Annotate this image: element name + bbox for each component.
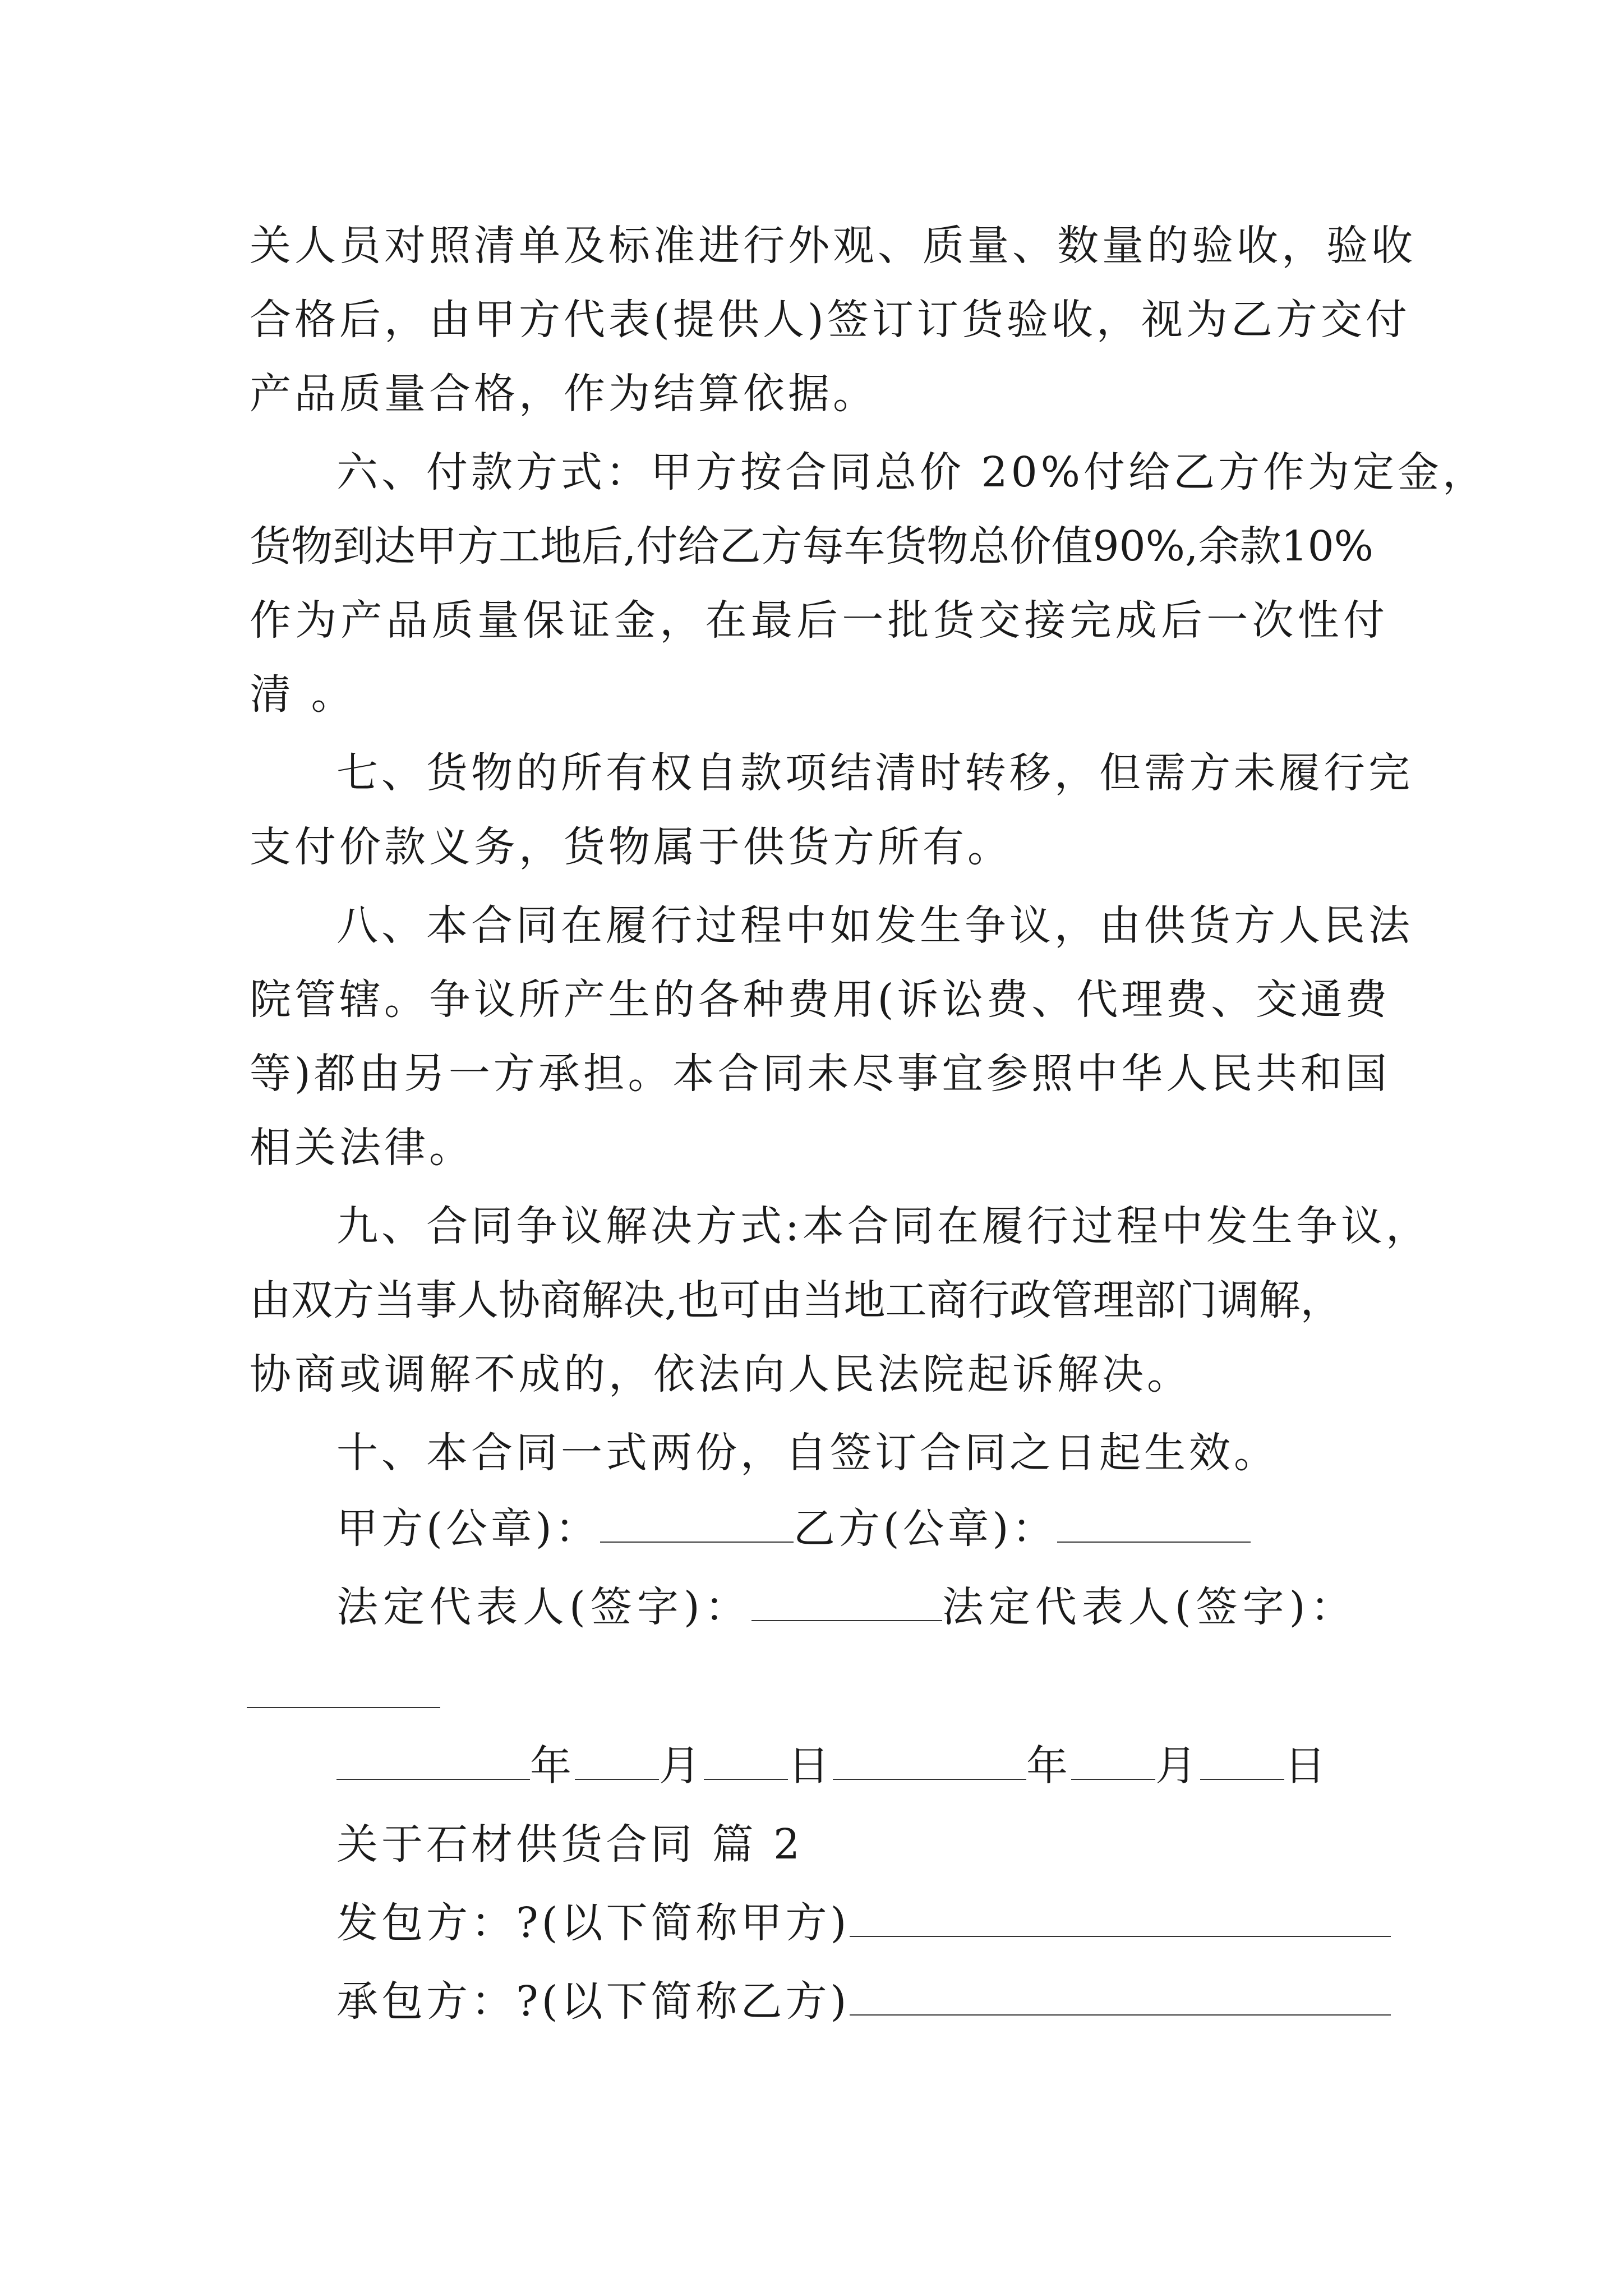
year-blank-a bbox=[336, 1742, 530, 1780]
clause-8-heading-line: 八、本合同在履行过程中如发生争议，由供货方人民法 bbox=[336, 901, 1413, 950]
paragraph-line: 关人员对照清单及标准进行外观、质量、数量的验收，验收 bbox=[250, 222, 1416, 270]
party-a-seal-blank bbox=[600, 1504, 794, 1543]
paragraph-line: 清 。 bbox=[250, 670, 356, 719]
party-a-seal-label: 甲方(公章)： bbox=[336, 1504, 600, 1553]
legal-rep-a-label: 法定代表人(签字)： bbox=[336, 1583, 751, 1631]
day-blank-b bbox=[1200, 1742, 1284, 1780]
paragraph-line: 作为产品质量保证金，在最后一批货交接完成后一次性付 bbox=[250, 596, 1388, 645]
party-b-seal-blank bbox=[1057, 1504, 1251, 1543]
paragraph-line: 院管辖。争议所产生的各种费用(诉讼费、代理费、交通费 bbox=[250, 976, 1388, 1024]
year-label-a: 年 bbox=[530, 1742, 575, 1790]
subcontractor-blank bbox=[850, 1977, 1391, 2016]
day-blank-a bbox=[704, 1742, 788, 1780]
paragraph-line: 合格后，由甲方代表(提供人)签订订货验收，视为乙方交付 bbox=[250, 296, 1410, 344]
date-row bbox=[336, 1738, 1388, 1794]
month-label-b: 月 bbox=[1155, 1742, 1200, 1790]
subcontractor-label: 承包方：?(以下简称乙方) bbox=[336, 1977, 850, 2026]
month-label-a: 月 bbox=[659, 1742, 704, 1790]
year-label-b: 年 bbox=[1026, 1742, 1071, 1790]
paragraph-line: 支付价款义务，货物属于供货方所有。 bbox=[250, 823, 1012, 871]
legal-rep-row bbox=[336, 1579, 1388, 1635]
contractor-label: 发包方：?(以下简称甲方) bbox=[336, 1899, 850, 1947]
paragraph-line: 等)都由另一方承担。本合同未尽事宜参照中华人民共和国 bbox=[250, 1050, 1388, 1098]
seal-row bbox=[336, 1501, 1388, 1557]
clause-10-line: 十、本合同一式两份，自签订合同之日起生效。 bbox=[336, 1429, 1279, 1477]
day-label-b: 日 bbox=[1284, 1742, 1329, 1790]
year-blank-b bbox=[833, 1742, 1026, 1780]
contractor-blank bbox=[850, 1899, 1391, 1937]
paragraph-line: 相关法律。 bbox=[250, 1124, 474, 1172]
clause-9-heading-line: 九、合同争议解决方式:本合同在履行过程中发生争议， bbox=[336, 1202, 1431, 1250]
day-label-a: 日 bbox=[788, 1742, 833, 1790]
paragraph-line: 货物到达甲方工地后,付给乙方每车货物总价值90%,余款10% bbox=[250, 522, 1373, 570]
clause-6-heading-line: 六、付款方式：甲方按合同总价 20%付给乙方作为定金， bbox=[336, 448, 1487, 496]
clause-7-heading-line: 七、货物的所有权自款项结清时转移，但需方未履行完 bbox=[336, 749, 1413, 797]
month-blank-a bbox=[575, 1742, 659, 1780]
contractor-row bbox=[336, 1895, 1388, 1951]
subcontractor-row bbox=[336, 1973, 1388, 2030]
party-b-seal-label: 乙方(公章)： bbox=[793, 1504, 1057, 1553]
paragraph-line: 协商或调解不成的，依法向人民法院起诉解决。 bbox=[250, 1350, 1192, 1398]
legal-rep-b-blank bbox=[247, 1707, 440, 1708]
legal-rep-b-label: 法定代表人(签字)： bbox=[942, 1583, 1357, 1631]
paragraph-line: 产品质量合格，作为结算依据。 bbox=[250, 370, 878, 418]
legal-rep-a-blank bbox=[751, 1583, 942, 1621]
month-blank-b bbox=[1071, 1742, 1155, 1780]
section-2-title: 关于石材供货合同 篇 2 bbox=[336, 1820, 804, 1869]
paragraph-line: 由双方当事人协商解决,也可由当地工商行政管理部门调解， bbox=[250, 1276, 1342, 1324]
